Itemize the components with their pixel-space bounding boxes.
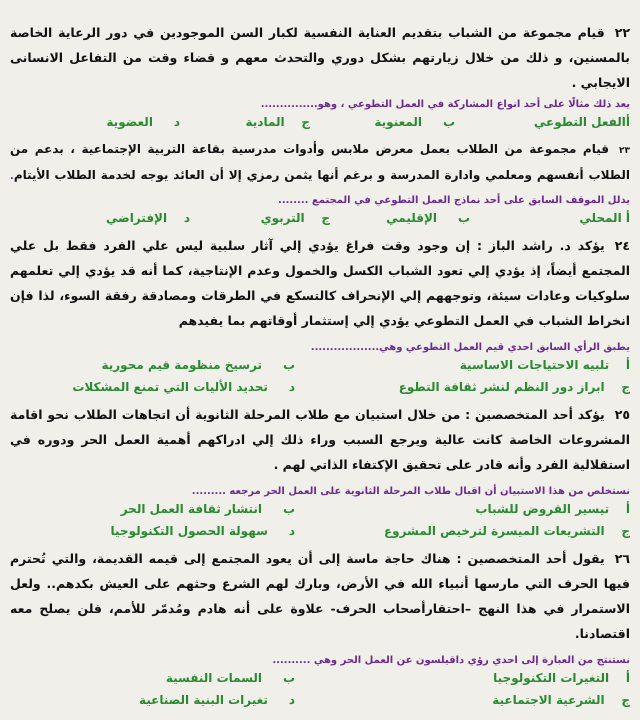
question-22-options: [10, 115, 630, 137]
option-c[interactable]: ج التشريعات الميسرة لترخيص المشروع: [383, 524, 630, 538]
question-number: ٢٦: [614, 551, 630, 566]
question-number: ٢٢: [614, 25, 630, 40]
question-23: [10, 137, 630, 211]
option-b[interactable]: ب الإقليمي: [386, 211, 470, 225]
option-a[interactable]: أ المحلي: [579, 211, 630, 225]
question-24-lead: يطبق الرأي السابق احدي قيم العمل التطوعي وهي..................: [310, 342, 630, 353]
question-24-options-row1: [10, 358, 630, 380]
question-26: [10, 546, 630, 646]
option-d[interactable]: د تحديد الأليات التي تمنع المشكلات: [72, 380, 295, 394]
question-number: ٢٥: [614, 407, 630, 422]
question-26-options-row2: [10, 693, 630, 715]
option-d[interactable]: د الإفتراضي: [105, 211, 190, 225]
option-a[interactable]: أ تلبيه الاحتياجات الاساسية: [459, 358, 630, 372]
question-24: [10, 233, 630, 333]
question-24-options-row2: [10, 380, 630, 402]
option-d[interactable]: د العضوية: [106, 115, 180, 129]
option-c[interactable]: ج ابراز دور النظم لنشر ثقافة التطوع: [398, 380, 630, 394]
option-c[interactable]: ج التربوي: [260, 211, 330, 225]
option-b[interactable]: ب ترسيخ منظومة قيم محورية: [101, 358, 295, 372]
question-text: يؤكد د. راشد الباز : إن وجود وقت فراغ يؤدي إلي آثار سلبية ليس علي الفرد فقط بل علي المجتمع أيضاً، إذ يؤدي إلي تعود الشباب الكسل والخمول وعدم الإنتاجية، كما أنه قد يؤدي إلي تعلمهم سلوكيات وعادات سيئة، وتوجههم إلي الإنحراف كالتسكع في الطرقات ومصادقة رفقة السوء، لذا فإن انخراط الشباب في العمل التطوعي يؤدي إلي إستثمار أوقاتهم بما يفيدهم: [10, 238, 630, 328]
question-text: قيام مجموعة من الطلاب بعمل معرض ملابس وأدوات مدرسية بقاعة التربية الإجتماعية ، بدعم من الطلاب أنفسهم ومعلمي وادارة المدرسة و برغم أنها يثمن رمزي إلا أن العائد يوجه لخدمة الطلاب الأيتام: [10, 142, 630, 182]
option-d[interactable]: د سهولة الحصول التكنولوجيا: [110, 524, 295, 538]
question-25-options-row2: [10, 524, 630, 546]
question-22-lead: يعد ذلك مثالًا على أحد انواع المشاركة في العمل التطوعي ، وهو...............: [260, 99, 630, 110]
question-text: يقول أحد المتخصصين : هناك حاجة ماسة إلى أن يعود المجتمع إلى قيمه القديمة، والتي تُحترم فيها الحرف التي مارسها أنبياء الله في الأرض، وبارك لهم الشرع وحثهم على العيش بكدهم.. ولعل الاستمرار في هذا النهج –احتقارأصحاب الحرف- علاوة على أنه هادم ومُدمّر للأمم، فلن يصلح معه اقتصادنا.: [10, 551, 630, 641]
question-23-options: [10, 211, 630, 233]
option-b[interactable]: ب المعنوية: [374, 115, 455, 129]
option-c[interactable]: ج المادية: [245, 115, 310, 129]
question-text: يؤكد أحد المتخصصين : من خلال استبيان مع طلاب المرحلة الثانوية أن اتجاهات الطلاب نحو اقامة المشروعات الخاصة كانت عالية ويرجع السبب وراء ذلك إلي ادراكهم أهمية العمل الحر ودوره في استقلالية الفرد وأنه قادر على تحقيق الإكتفاء الذاتي لهم .: [10, 407, 630, 472]
question-22: [10, 20, 630, 95]
question-26-options-row1: [10, 671, 630, 693]
option-b[interactable]: ب انتشار ثقافة العمل الحر: [120, 502, 295, 516]
option-d[interactable]: د تغيرات البنية الصناعية: [138, 693, 295, 707]
question-26-lead: نستنتج من العبارة إلى احدي رؤي داقيلسون عن العمل الحر وهي ..........: [272, 655, 630, 666]
question-25-lead: نستخلص من هذا الاستبيان أن اقبال طلاب المرحلة الثانوية على العمل الحر مرجعه .........: [191, 486, 630, 497]
option-a[interactable]: أالفعل التطوعي: [533, 115, 630, 129]
question-text: قيام مجموعة من الشباب بتقديم العناية النفسية لكبار السن الموجودين في دور الرعاية الخاصة بالمسنين، و ذلك من خلال زيارتهم بشكل دوري والتحدث معهم و قضاء وقت من التفاعل الانسانى الايجابي .: [10, 25, 630, 90]
option-a[interactable]: أ التغيرات التكنولوجيا: [493, 671, 630, 685]
option-b[interactable]: ب السمات النفسية: [165, 671, 295, 685]
question-23-lead: . يدلل الموقف السابق على أحد نماذج العمل التطوعي في المجتمع ........: [10, 171, 630, 206]
question-number: ٢٤: [614, 238, 630, 253]
exam-page: [10, 0, 630, 720]
question-25: [10, 402, 630, 477]
question-number: ٢٣: [619, 146, 630, 156]
option-a[interactable]: أ تيسير القروض للشباب: [475, 502, 630, 516]
option-c[interactable]: ج الشرعية الاجتماعية: [492, 693, 630, 707]
question-25-options-row1: [10, 502, 630, 524]
